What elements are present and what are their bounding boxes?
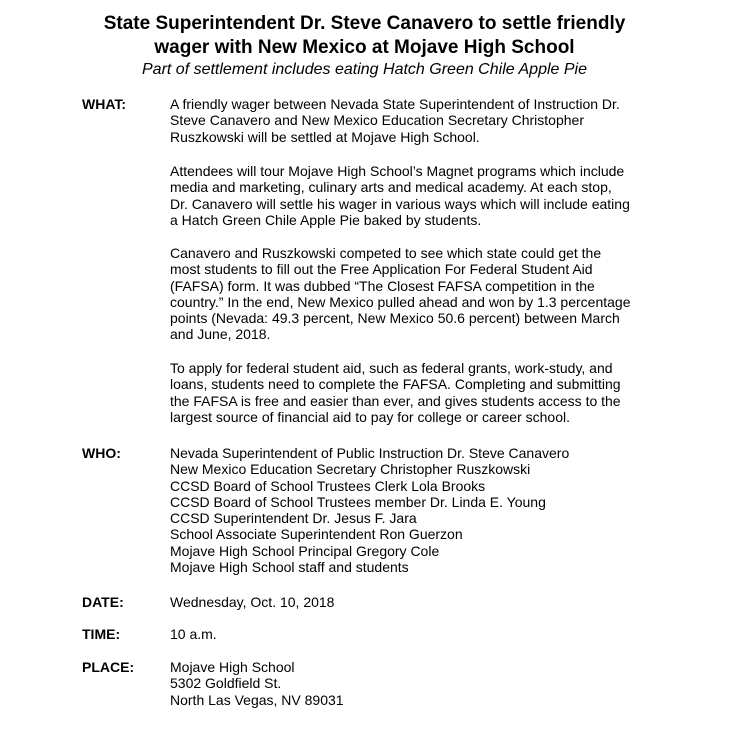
attendee: CCSD Board of School Trustees Clerk Lola Brooks: [170, 477, 486, 494]
date-value: Wednesday, Oct. 10, 2018: [170, 594, 335, 610]
text-line: (FAFSA) form. It was dubbed “The Closest FAFSA competition in the: [170, 277, 595, 294]
attendee: New Mexico Education Secretary Christopher Ruszkowski: [170, 461, 531, 478]
text-line: country.” In the end, New Mexico pulled ahead and won by 1.3 percentage: [170, 293, 631, 310]
attendee: Mojave High School Principal Gregory Cole: [170, 542, 440, 559]
text-line: a Hatch Green Chile Apple Pie baked by students.: [170, 211, 482, 228]
text-line: loans, students need to complete the FAFSA. Completing and submitting: [170, 376, 621, 393]
title-line-1: State Superintendent Dr. Steve Canavero to settle friendly: [103, 13, 626, 34]
place-address: [170, 659, 690, 708]
text-line: media and marketing, culinary arts and medical academy. At each stop,: [170, 179, 612, 196]
place-label: PLACE:: [82, 659, 135, 675]
address-line: North Las Vegas, NV 89031: [170, 691, 344, 708]
text-line: the FAFSA is free and easier than ever, and gives students access to the: [170, 392, 621, 409]
what-paragraph-4: [170, 360, 690, 425]
text-line: Canavero and Ruszkowski competed to see which state could get the: [170, 245, 602, 261]
title-line-2: wager with New Mexico at Mojave High School: [154, 37, 575, 58]
what-paragraph-2: [170, 163, 690, 228]
text-line: To apply for federal student aid, such as federal grants, work-study, and: [170, 360, 613, 376]
address-line: Mojave High School: [170, 659, 295, 675]
text-line: Ruszkowski will be settled at Mojave High School.: [170, 128, 480, 145]
what-paragraph-1: [170, 96, 690, 145]
text-line: points (Nevada: 49.3 percent, New Mexico 50.6 percent) between March: [170, 310, 620, 327]
attendee: Nevada Superintendent of Public Instruction Dr. Steve Canavero: [170, 445, 570, 461]
text-line: most students to fill out the Free Application For Federal Student Aid: [170, 261, 593, 278]
text-line: A friendly wager between Nevada State Superintendent of Instruction Dr.: [170, 96, 620, 112]
text-line: and June, 2018.: [170, 326, 271, 343]
what-label: WHAT:: [82, 96, 127, 112]
text-line: Attendees will tour Mojave High School’s Magnet programs which include: [170, 163, 625, 179]
text-line: Steve Canavero and New Mexico Education Secretary Christopher: [170, 112, 584, 129]
time-label: TIME:: [82, 626, 121, 642]
who-list: [170, 445, 690, 575]
subtitle: Part of settlement includes eating Hatch Green Chile Apple Pie: [142, 61, 587, 78]
text-line: Dr. Canavero will settle his wager in various ways which will include eating: [170, 195, 630, 212]
attendee: Mojave High School staff and students: [170, 559, 409, 576]
attendee: CCSD Board of School Trustees member Dr. Linda E. Young: [170, 493, 546, 510]
address-line: 5302 Goldfield St.: [170, 675, 282, 692]
date-label: DATE:: [82, 594, 124, 610]
text-line: largest source of financial aid to pay for college or career school.: [170, 408, 570, 425]
time-value: 10 a.m.: [170, 626, 217, 642]
attendee: School Associate Superintendent Ron Guerzon: [170, 526, 463, 543]
who-label: WHO:: [82, 445, 121, 461]
what-paragraph-3: [170, 245, 690, 343]
attendee: CCSD Superintendent Dr. Jesus F. Jara: [170, 510, 417, 527]
